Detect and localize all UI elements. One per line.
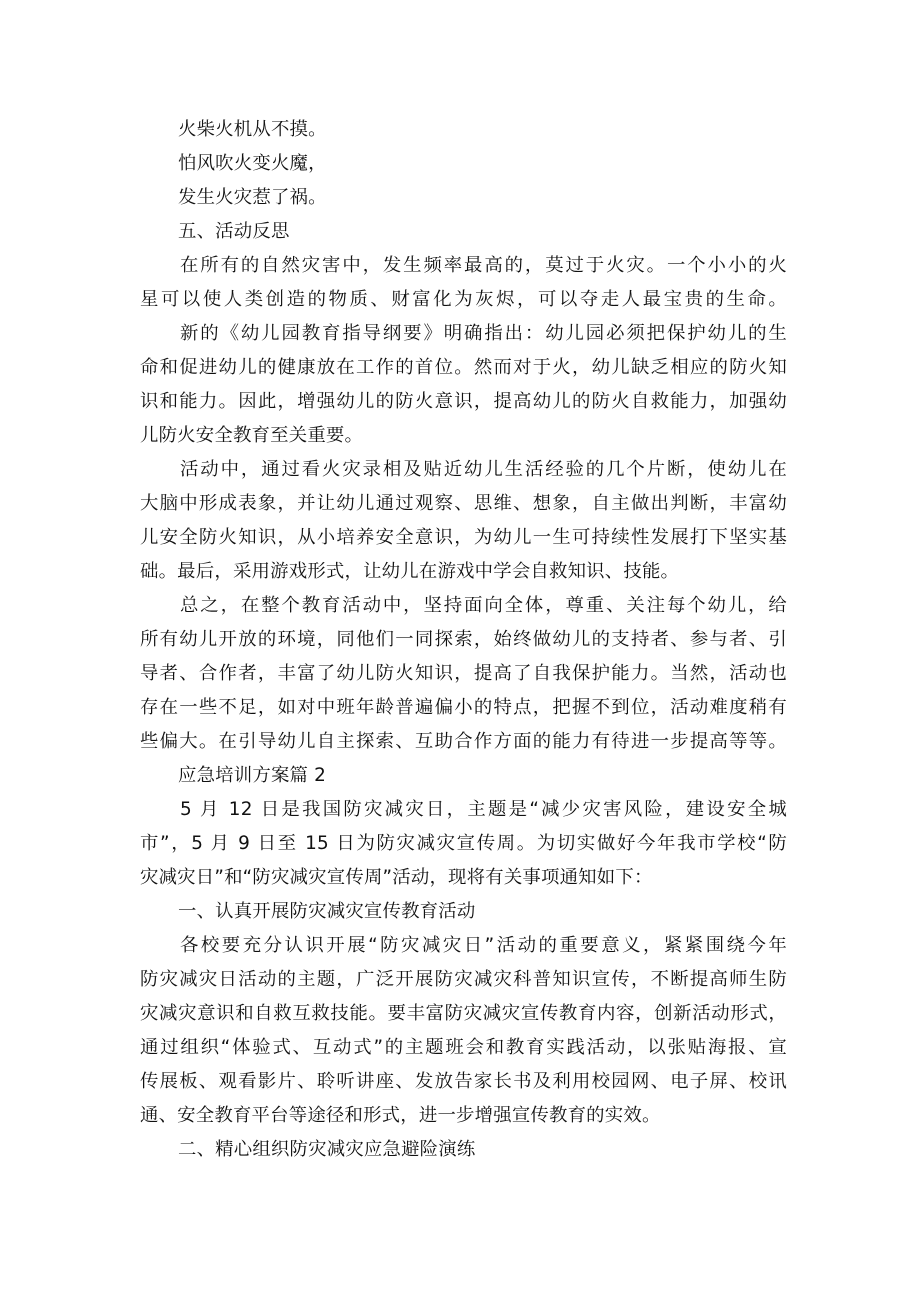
poem-line: 发生火灾惹了祸。 xyxy=(178,187,327,208)
poem-line: 怕风吹火变火魔， xyxy=(178,153,327,174)
paragraph-line: 星可以使人类创造的物质、财富化为灰烬，可以夺走人最宝贵的生命。 xyxy=(140,289,787,310)
paragraph-line: 总之，在整个教育活动中，坚持面向全体，尊重、关注每个幼儿，给 xyxy=(180,595,787,616)
section-heading: 五、活动反思 xyxy=(178,221,290,242)
paragraph-line: 在所有的自然灾害中，发生频率最高的，莫过于火灾。一个小小的火 xyxy=(180,255,787,276)
paragraph-line: 通、安全教育平台等途径和形式，进一步增强宣传教育的实效。 xyxy=(140,1105,661,1126)
paragraph-line: 5 月 12 日是我国防灾减灾日，主题是“减少灾害风险，建设安全城 xyxy=(180,799,787,820)
paragraph-line: 大脑中形成表象，并让幼儿通过观察、思维、想象，自主做出判断，丰富幼 xyxy=(140,493,787,514)
paragraph-line: 识和能力。因此，增强幼儿的防火意识，提高幼儿的防火自救能力，加强幼 xyxy=(140,391,787,412)
paragraph-line: 些偏大。在引导幼儿自主探索、互助合作方面的能力有待进一步提高等等。 xyxy=(140,731,787,752)
paragraph-line: 灾减灾日”和“防灾减灾宣传周”活动，现将有关事项通知如下： xyxy=(140,867,653,888)
paragraph-line: 市”，5 月 9 日至 15 日为防灾减灾宣传周。为切实做好今年我市学校“防 xyxy=(140,833,787,854)
section-title: 应急培训方案篇 2 xyxy=(178,765,327,786)
section-heading: 一、认真开展防灾减灾宣传教育活动 xyxy=(178,901,476,922)
paragraph-line: 各校要充分认识开展“防灾减灾日”活动的重要意义，紧紧围绕今年 xyxy=(180,935,787,956)
poem-line: 火柴火机从不摸。 xyxy=(178,119,327,140)
paragraph-line: 灾减灾意识和自救互救技能。要丰富防灾减灾宣传教育内容，创新活动形式， xyxy=(140,1003,787,1024)
paragraph-line: 命和促进幼儿的健康放在工作的首位。然而对于火，幼儿缺乏相应的防火知 xyxy=(140,357,787,378)
paragraph-line: 儿防火安全教育至关重要。 xyxy=(140,425,364,446)
paragraph-line: 儿安全防火知识，从小培养安全意识，为幼儿一生可持续性发展打下坚实基 xyxy=(140,527,787,548)
paragraph-line: 存在一些不足，如对中班年龄普遍偏小的特点，把握不到位，活动难度稍有 xyxy=(140,697,787,718)
section-heading: 二、精心组织防灾减灾应急避险演练 xyxy=(178,1139,476,1160)
paragraph-line: 传展板、观看影片、聆听讲座、发放告家长书及利用校园网、电子屏、校讯 xyxy=(140,1071,787,1092)
paragraph-line: 导者、合作者，丰富了幼儿防火知识，提高了自我保护能力。当然，活动也 xyxy=(140,663,787,684)
paragraph-line: 础。最后，采用游戏形式，让幼儿在游戏中学会自救知识、技能。 xyxy=(140,561,680,582)
paragraph-line: 所有幼儿开放的环境，同他们一同探索，始终做幼儿的支持者、参与者、引 xyxy=(140,629,787,650)
paragraph-line: 新的《幼儿园教育指导纲要》明确指出：幼儿园必须把保护幼儿的生 xyxy=(180,323,787,344)
paragraph-line: 防灾减灾日活动的主题，广泛开展防灾减灾科普知识宣传，不断提高师生防 xyxy=(140,969,787,990)
paragraph-line: 通过组织“体验式、互动式”的主题班会和教育实践活动，以张贴海报、宣 xyxy=(140,1037,787,1058)
paragraph-line: 活动中，通过看火灾录相及贴近幼儿生活经验的几个片断，使幼儿在 xyxy=(180,459,787,480)
